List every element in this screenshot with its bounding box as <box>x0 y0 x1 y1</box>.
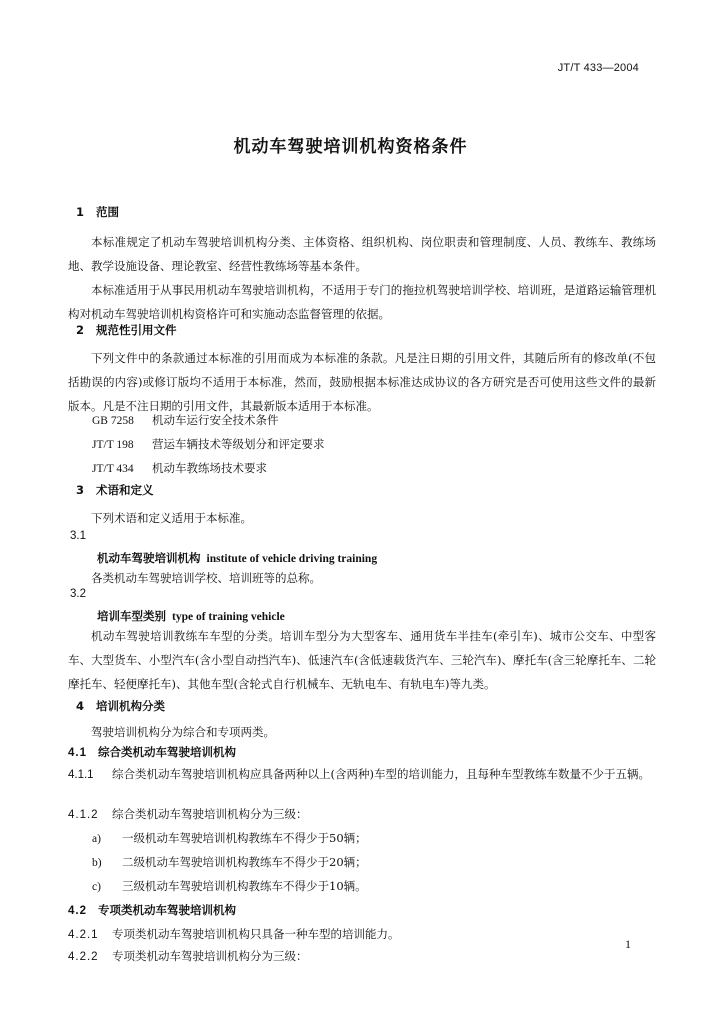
clause-number: 4.2.1 <box>68 929 99 941</box>
section-title: 范围 <box>96 205 119 219</box>
term-heading <box>97 608 285 624</box>
reference-code: JT/T 434 <box>92 463 134 475</box>
paragraph: 机动车驾驶培训教练车车型的分类。培训车型分为大型客车、通用货车半挂车(牵引车)、城市公交车、中型客车、大型货车、小型汽车(含小型自动挡汽车)、低速汽车(含低速载货汽车、三轮汽车)、摩托车(含三轮摩托车、二轮摩托车、轻便摩托车)、其他车型(含轮式自行机械车、无轨电车、有轨电车)等九类。 <box>68 629 656 691</box>
reference-item <box>92 412 279 428</box>
subsection-number: 4.1 <box>68 747 87 759</box>
section-number: 3 <box>76 483 85 497</box>
term-definition <box>68 566 656 590</box>
reference-code: JT/T 198 <box>92 439 134 451</box>
reference-title: 机动车运行安全技术条件 <box>152 413 279 427</box>
clause-4-2-2 <box>68 948 308 964</box>
term-chinese: 培训车型类别 <box>97 609 166 623</box>
term-chinese: 机动车驾驶培训机构 <box>97 551 201 565</box>
clause-text: 专项类机动车驾驶培训机构只具备一种车型的培训能力。 <box>112 927 400 941</box>
paragraph: 驾驶培训机构分为综合和专项两类。 <box>91 725 275 739</box>
page-number: 1 <box>625 937 631 951</box>
subsection-title: 综合类机动车驾驶培训机构 <box>98 745 236 759</box>
list-text: 一级机动车驾驶培训机构教练车不得少于50辆； <box>122 831 367 845</box>
section-4-intro <box>68 720 656 744</box>
document-title: 机动车驾驶培训机构资格条件 <box>233 137 468 157</box>
section-4-heading <box>76 698 165 714</box>
clause-number: 4.2.2 <box>68 951 99 963</box>
paragraph: 各类机动车驾驶培训学校、培训班等的总称。 <box>91 571 321 585</box>
term-heading <box>97 550 377 566</box>
clause-4-2-1 <box>68 926 400 942</box>
list-label: b) <box>92 857 102 869</box>
section-1-body <box>68 230 656 326</box>
reference-title: 机动车教练场技术要求 <box>152 461 267 475</box>
section-2-heading <box>76 322 177 338</box>
subsection-title: 专项类机动车驾驶培训机构 <box>98 903 236 917</box>
reference-item <box>92 436 325 452</box>
section-3-heading <box>76 482 154 498</box>
clause-number: 4.1.1 <box>68 769 94 781</box>
section-number: 2 <box>76 323 85 337</box>
list-text: 三级机动车驾驶培训机构教练车不得少于10辆。 <box>122 879 367 893</box>
subsection-4-2-heading <box>68 902 236 918</box>
list-label: c) <box>92 881 101 893</box>
list-item <box>92 854 367 870</box>
subsection-4-1-heading <box>68 744 236 760</box>
list-item <box>92 878 367 894</box>
section-2-body <box>68 346 656 418</box>
term-number: 3.2 <box>70 588 86 600</box>
section-title: 术语和定义 <box>96 483 154 497</box>
term-english: type of training vehicle <box>172 611 285 623</box>
clause-4-1-2 <box>68 806 308 822</box>
reference-code: GB 7258 <box>92 415 134 427</box>
reference-item <box>92 460 267 476</box>
term-number: 3.1 <box>70 530 86 542</box>
standard-code: JT/T 433—2004 <box>557 62 639 74</box>
list-label: a) <box>92 833 101 845</box>
section-number: 4 <box>76 699 85 713</box>
clause-text: 专项类机动车驾驶培训机构分为三级： <box>112 949 308 963</box>
section-number: 1 <box>76 205 85 219</box>
clause-4-1-1 <box>68 762 656 787</box>
section-3-intro <box>68 506 656 530</box>
section-1-heading <box>76 204 119 220</box>
list-text: 二级机动车驾驶培训机构教练车不得少于20辆； <box>122 855 367 869</box>
paragraph: 本标准适用于从事民用机动车驾驶培训机构，不适用于专门的拖拉机驾驶培训学校、培训班，是道路运输管理机构对机动车驾驶培训机构资格许可和实施动态监督管理的依据。 <box>68 283 656 321</box>
section-title: 培训机构分类 <box>96 699 165 713</box>
term-english: institute of vehicle driving training <box>206 553 378 565</box>
paragraph: 下列文件中的条款通过本标准的引用而成为本标准的条款。凡是注日期的引用文件，其随后所有的修改单(不包括勘误的内容)或修订版均不适用于本标准，然而，鼓励根据本标准达成协议的各方研究是否可使用这些文件的最新版本。凡是不注日期的引用文件，其最新版本适用于本标准。 <box>68 351 656 413</box>
subsection-number: 4.2 <box>68 905 87 917</box>
paragraph: 本标准规定了机动车驾驶培训机构分类、主体资格、组织机构、岗位职责和管理制度、人员、教练车、教练场地、教学设施设备、理论教室、经营性教练场等基本条件。 <box>68 235 656 273</box>
reference-title: 营运车辆技术等级划分和评定要求 <box>152 437 325 451</box>
list-item <box>92 830 367 846</box>
term-definition <box>68 624 656 696</box>
clause-text: 综合类机动车驾驶培训机构分为三级： <box>112 807 308 821</box>
clause-text: 综合类机动车驾驶培训机构应具备两种以上(含两种)车型的培训能力，且每种车型教练车数量不少于五辆。 <box>112 767 650 781</box>
clause-number: 4.1.2 <box>68 809 99 821</box>
section-title: 规范性引用文件 <box>96 323 177 337</box>
paragraph: 下列术语和定义适用于本标准。 <box>91 511 252 525</box>
